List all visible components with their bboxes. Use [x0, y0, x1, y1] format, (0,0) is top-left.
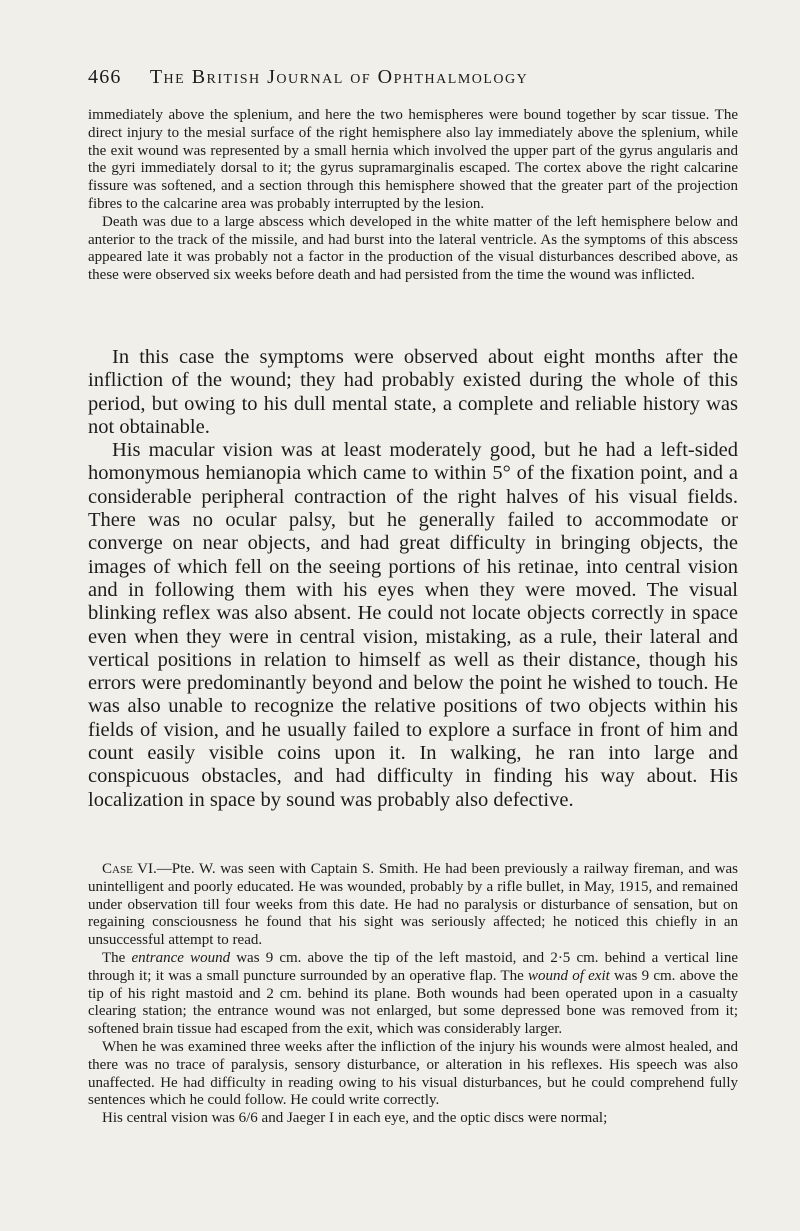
text-run: The — [102, 949, 132, 966]
italic-term: wound of exit — [528, 967, 610, 984]
journal-title: The British Journal of Ophthalmology — [149, 66, 529, 88]
page-number: 466 — [88, 66, 122, 88]
paragraph — [88, 861, 738, 950]
paragraph — [88, 950, 738, 1039]
paragraph: immediately above the splenium, and here the two hemispheres were bound together by scar tissue. The direct injury to the mesial surface of the right hemisphere also lay immediately above the splenium, while the exit wound was represented by a small hernia which involved the upper part of the gyrus angularis and the gyri immediately dorsal to it; the gyrus supramarginalis escaped. The cortex above the right calcarine fissure was softened, and a section through this hemisphere showed that the greater part of the projection fibres to the calcarine area was probably interrupted by the lesion. — [88, 107, 738, 212]
case-vi-section — [88, 861, 738, 1128]
case-summary-large-print — [88, 346, 738, 812]
case-continuation-small-print — [88, 107, 738, 285]
case-heading: Case VI. — [102, 861, 157, 877]
text-run: was 9 cm. above the tip of the left mastoid, and 2·5 cm. behind a vertical line through it; it was a small puncture surrounded by an operative flap. The — [88, 949, 739, 984]
running-header — [88, 66, 708, 89]
paragraph: Death was due to a large abscess which developed in the white matter of the left hemisphere below and anterior to the track of the missile, and had burst into the lateral ventricle. As the symptoms of this abscess appeared late it was probably not a factor in the production of the visual disturbances described above, as these were observed six weeks before death and had persisted from the time the wound was inflicted. — [88, 213, 738, 284]
paragraph: In this case the symptoms were observed about eight months after the infliction of the wound; they had probably existed during the whole of this period, but owing to his dull mental state, a complete and reliable history was not obtainable. — [88, 346, 738, 438]
paragraph: When he was examined three weeks after the infliction of the injury his wounds were almost healed, and there was no trace of paralysis, sensory disturbance, or alteration in his reflexes. His speech was also unaffected. He had difficulty in reading owing to his visual disturbances, but he could comprehend fully sentences which he could follow. He could write correctly. — [88, 1038, 738, 1109]
paragraph: His central vision was 6/6 and Jaeger I in each eye, and the optic discs were normal; — [102, 1110, 608, 1127]
case-intro-text: —Pte. W. was seen with Captain S. Smith. He had been previously a railway fireman, and was unintelligent and poorly educated. He was wounded, probably by a rifle bullet, in May, 1915, and remained under observation till four weeks from this date. He had no paralysis or disturbance of sensation, but on regaining consciousness he found that his sight was seriously affected; he noticed this chiefly in an unsuccessful attempt to read. — [88, 861, 739, 949]
text-run: was 9 cm. above the tip of his right mastoid and 2 cm. behind its plane. Both wounds had been operated upon in a casualty clearing station; the entrance wound was not enlarged, but some depressed bone was removed from it; softened brain tissue had escaped from the exit, which was considerably larger. — [88, 967, 739, 1038]
paragraph: His macular vision was at least moderately good, but he had a left-sided homonymous hemianopia which came to within 5° of the fixation point, and a considerable peripheral contraction of the right halves of his visual fields. There was no ocular palsy, but he generally failed to accommodate or converge on near objects, and had great difficulty in bringing objects, the images of which fell on the seeing portions of his retinae, into central vision and in following them with his eyes when they were moved. The visual blinking reflex was also absent. He could not locate objects correctly in space even when they were in central vision, mistaking, as a rule, their lateral and vertical positions in relation to himself as well as their distance, though his errors were predominantly beyond and below the point he wished to touch. He was also unable to recognize the relative positions of two objects within his fields of vision, and he usually failed to explore a surface in front of him and count easily visible coins upon it. In walking, he ran into large and conspicuous obstacles, and had difficulty in finding his way about. His localization in space by sound was probably also defective. — [88, 439, 738, 811]
italic-term: entrance wound — [131, 949, 231, 966]
